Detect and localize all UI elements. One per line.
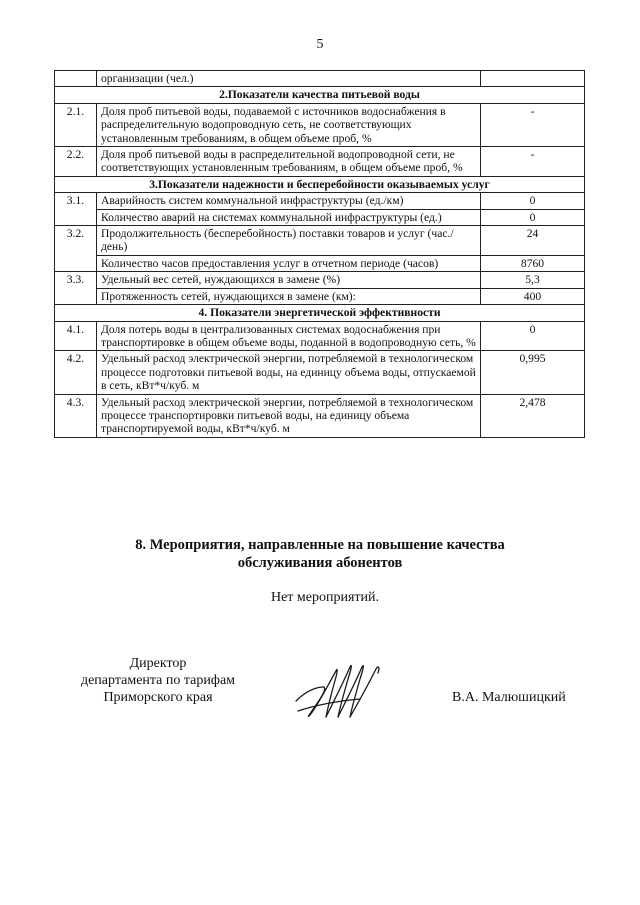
table-row (55, 209, 585, 225)
row-number (55, 71, 97, 87)
row-value: 2,478 (481, 394, 585, 437)
row-text: Протяженность сетей, нуждающихся в замене (км): (97, 288, 481, 304)
table-row (55, 226, 585, 256)
row-text: Продолжительность (бесперебойность) поставки товаров и услуг (час./день) (97, 226, 481, 256)
row-value: - (481, 147, 585, 177)
indicators-table (54, 70, 585, 438)
row-text: Удельный расход электрической энергии, потребляемой в технологическом процессе транспортировки питьевой воды, на единицу объема транспортируемой воды, кВт*ч/куб. м (97, 394, 481, 437)
section-8-body: Нет мероприятий. (270, 590, 380, 605)
section-title-quality: 2.Показатели качества питьевой воды (55, 87, 585, 103)
signatory-position (58, 655, 258, 706)
row-value: 0 (481, 321, 585, 351)
table-row (55, 394, 585, 437)
row-value: 24 (481, 226, 585, 256)
row-text: Аварийность систем коммунальной инфраструктуры (ед./км) (97, 193, 481, 209)
row-value: 0 (481, 209, 585, 225)
table-row (55, 272, 585, 288)
row-number: 2.1. (55, 103, 97, 146)
row-number: 3.3. (55, 272, 97, 305)
section-header-row (55, 87, 585, 103)
row-value: - (481, 103, 585, 146)
row-number: 3.1. (55, 193, 97, 226)
table-row (55, 103, 585, 146)
row-number: 3.2. (55, 226, 97, 272)
row-number: 4.1. (55, 321, 97, 351)
table-row (55, 351, 585, 394)
section-header-row (55, 176, 585, 192)
row-number: 2.2. (55, 147, 97, 177)
row-value: 8760 (481, 255, 585, 271)
section-header-row (55, 305, 585, 321)
row-number: 4.2. (55, 351, 97, 394)
row-value: 5,3 (481, 272, 585, 288)
row-text: Доля проб питьевой воды в распределительной водопроводной сети, не соответствующих установленным требованиям, в общем объеме проб, % (97, 147, 481, 177)
section-8-heading-line1: 8. Мероприятия, направленные на повышение качества (135, 537, 505, 553)
table-row (55, 255, 585, 271)
signatory-name: В.А. Малюшицкий (452, 690, 566, 705)
section-title-reliability: 3.Показатели надежности и бесперебойности оказываемых услуг (55, 176, 585, 192)
row-text: Количество часов предоставления услуг в отчетном периоде (часов) (97, 255, 481, 271)
table-row (55, 288, 585, 304)
row-value: 0,995 (481, 351, 585, 394)
position-line-1: Директор (129, 656, 187, 671)
section-8-heading (0, 536, 640, 572)
row-text: Удельный расход электрической энергии, потребляемой в технологическом процессе подготовки питьевой воды, на единицу объема воды, отпускаемой в сеть, кВт*ч/куб. м (97, 351, 481, 394)
position-line-2: департамента по тарифам (80, 673, 236, 688)
position-line-3: Приморского края (103, 690, 213, 705)
handwritten-signature (290, 655, 390, 725)
page-number: 5 (316, 37, 324, 52)
table-row (55, 71, 585, 87)
table-row (55, 193, 585, 209)
row-text: Удельный вес сетей, нуждающихся в замене (%) (97, 272, 481, 288)
row-number: 4.3. (55, 394, 97, 437)
row-text: Доля проб питьевой воды, подаваемой с источников водоснабжения в распределительную водопроводную сеть, не соответствующих установленным требованиям, в общем объеме проб, % (97, 103, 481, 146)
row-text: организации (чел.) (97, 71, 481, 87)
row-value: 0 (481, 193, 585, 209)
row-value (481, 71, 585, 87)
row-value: 400 (481, 288, 585, 304)
section-title-energy: 4. Показатели энергетической эффективности (55, 305, 585, 321)
table-row (55, 147, 585, 177)
section-8-heading-line2: обслуживания абонентов (237, 555, 403, 571)
row-text: Количество аварий на системах коммунальной инфраструктуры (ед.) (97, 209, 481, 225)
row-text: Доля потерь воды в централизованных системах водоснабжения при транспортировке в общем объеме воды, поданной в водопроводную сеть, % (97, 321, 481, 351)
table-row (55, 321, 585, 351)
